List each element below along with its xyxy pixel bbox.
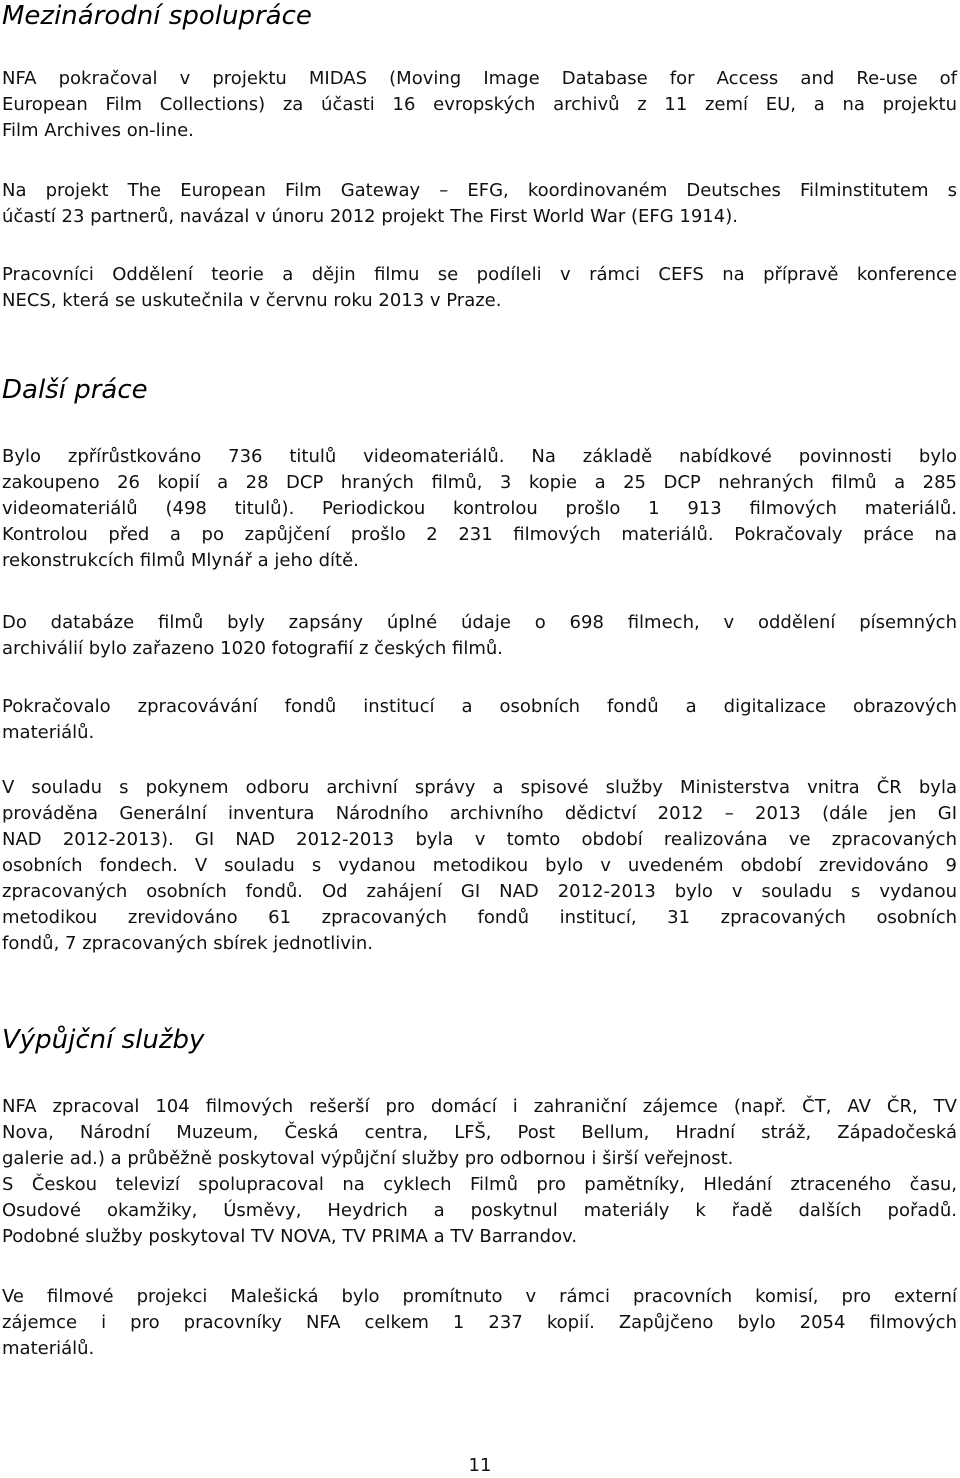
section-heading-other-work: Další práce bbox=[2, 375, 148, 405]
text-line: Nova, Národní Muzeum, Česká centra, LFŠ, Post Bellum, Hradní stráž, Západočeská bbox=[2, 1122, 957, 1143]
text-line: osobních fondech. V souladu s vydanou metodikou bylo v uvedeném období zrevidováno 9 bbox=[2, 855, 957, 876]
paragraph-database bbox=[2, 610, 957, 662]
text-line: archiválií bylo zařazeno 1020 fotografií z českých filmů. bbox=[2, 638, 503, 659]
text-line: Podobné služby poskytoval TV NOVA, TV PRIMA a TV Barrandov. bbox=[2, 1226, 578, 1247]
text-line: NAD 2012-2013). GI NAD 2012-2013 byla v tomto období realizována ve zpracovaných bbox=[2, 829, 957, 850]
text-line: NFA pokračoval v projektu MIDAS (Moving Image Database for Access and Re-use of bbox=[2, 68, 957, 89]
text-line: rekonstrukcích filmů Mlynář a jeho dítě. bbox=[2, 550, 359, 571]
text-line: Na projekt The European Film Gateway – EFG, koordinovaném Deutsches Filminstitutem s bbox=[2, 180, 957, 201]
paragraph-necs bbox=[2, 262, 957, 314]
text-line: materiálů. bbox=[2, 722, 95, 743]
page-number: 11 bbox=[468, 1455, 492, 1476]
text-line: Osudové okamžiky, Úsměvy, Heydrich a poskytnul materiály k řadě dalších pořadů. bbox=[2, 1200, 957, 1221]
text-line: NECS, která se uskutečnila v červnu roku 2013 v Praze. bbox=[2, 290, 502, 311]
text-line: NFA zpracoval 104 filmových rešerší pro domácí i zahraniční zájemce (např. ČT, AV ČR, TV bbox=[2, 1096, 957, 1117]
paragraph-efg bbox=[2, 178, 957, 230]
text-line: European Film Collections) za účasti 16 evropských archivů z 11 zemí EU, a na projektu bbox=[2, 94, 957, 115]
text-line: Kontrolou před a po zapůjčení prošlo 2 231 filmových materiálů. Pokračovaly práce na bbox=[2, 524, 957, 545]
text-line: fondů, 7 zpracovaných sbírek jednotlivin. bbox=[2, 933, 373, 954]
paragraph-research bbox=[2, 1094, 957, 1250]
section-heading-international: Mezinárodní spolupráce bbox=[2, 1, 312, 31]
text-line: Ve filmové projekci Malešická bylo promítnuto v rámci pracovních komisí, pro externí bbox=[2, 1286, 957, 1307]
paragraph-acquisitions bbox=[2, 444, 957, 574]
section-heading-loan-services: Výpůjční služby bbox=[2, 1025, 205, 1055]
text-line: materiálů. bbox=[2, 1338, 95, 1359]
text-line: S Českou televizí spolupracoval na cyklech Filmů pro pamětníky, Hledání ztraceného času, bbox=[2, 1174, 957, 1195]
text-line: metodikou zrevidováno 61 zpracovaných fondů institucí, 31 zpracovaných osobních bbox=[2, 907, 957, 928]
text-line: Film Archives on-line. bbox=[2, 120, 194, 141]
text-line: zpracovaných osobních fondů. Od zahájení GI NAD 2012-2013 bylo v souladu s vydanou bbox=[2, 881, 957, 902]
paragraph-midas bbox=[2, 66, 957, 144]
paragraph-inventory bbox=[2, 775, 957, 957]
text-line: prováděna Generální inventura Národního archivního dědictví 2012 – 2013 (dále jen GI bbox=[2, 803, 957, 824]
text-line: Do databáze filmů byly zapsány úplné údaje o 698 filmech, v oddělení písemných bbox=[2, 612, 957, 633]
text-line: účastí 23 partnerů, navázal v únoru 2012 projekt The First World War (EFG 1914). bbox=[2, 206, 738, 227]
paragraph-fonds bbox=[2, 694, 957, 746]
text-line: Bylo zpřírůstkováno 736 titulů videomateriálů. Na základě nabídkové povinnosti bylo bbox=[2, 446, 957, 467]
text-line: videomateriálů (498 titulů). Periodickou kontrolou prošlo 1 913 filmových materiálů. bbox=[2, 498, 957, 519]
text-line: galerie ad.) a průběžně poskytoval výpůjční služby pro odbornou i širší veřejnost. bbox=[2, 1148, 734, 1169]
text-line: zájemce i pro pracovníky NFA celkem 1 237 kopií. Zapůjčeno bylo 2054 filmových bbox=[2, 1312, 957, 1333]
text-line: Pokračovalo zpracovávání fondů institucí a osobních fondů a digitalizace obrazových bbox=[2, 696, 957, 717]
text-line: V souladu s pokynem odboru archivní správy a spisové služby Ministerstva vnitra ČR byla bbox=[2, 777, 957, 798]
text-line: Pracovníci Oddělení teorie a dějin filmu se podíleli v rámci CEFS na přípravě konference bbox=[2, 264, 957, 285]
text-line: zakoupeno 26 kopií a 28 DCP hraných filmů, 3 kopie a 25 DCP nehraných filmů a 285 bbox=[2, 472, 957, 493]
paragraph-projection bbox=[2, 1284, 957, 1362]
